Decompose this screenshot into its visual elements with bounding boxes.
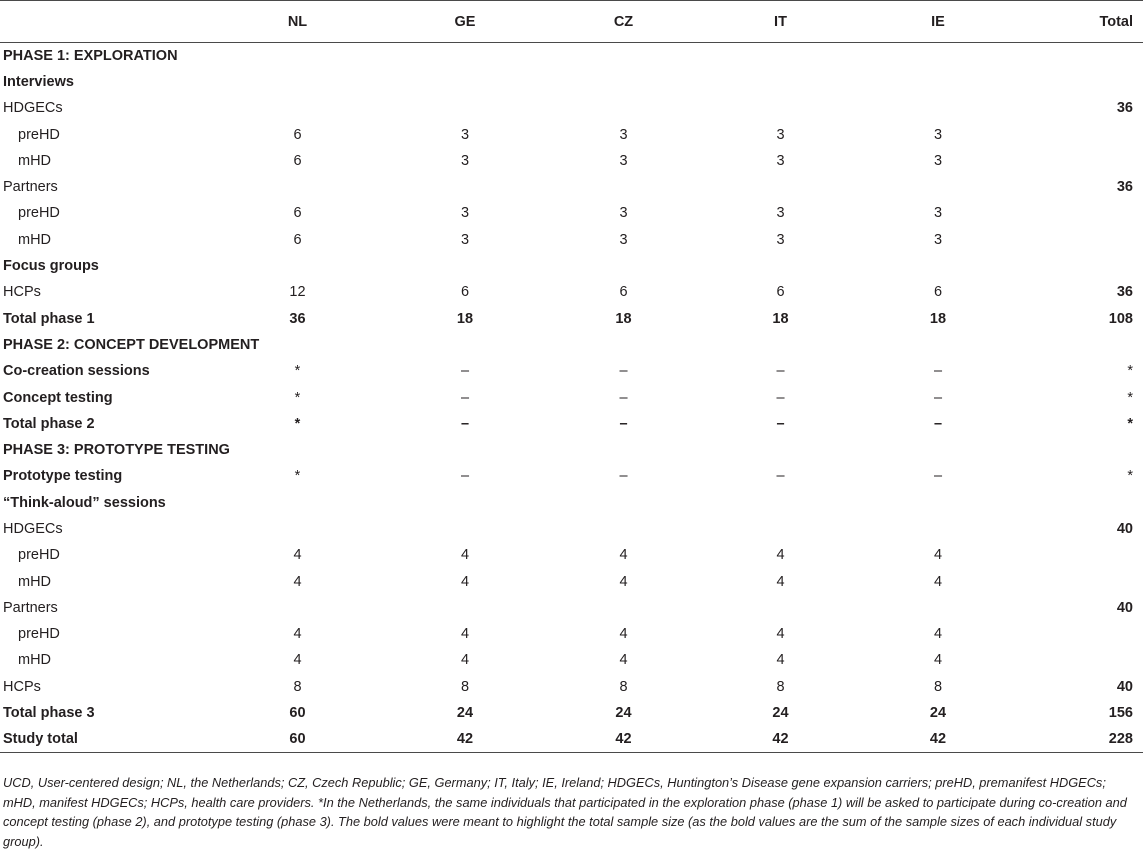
cell-ie [859,595,1017,621]
cell-ie: 4 [933,652,943,669]
cell-total: * [1127,363,1133,380]
cell-cz: – [619,389,628,406]
cell-ie [859,437,1017,463]
cell-it: 24 [772,705,789,722]
table-row [0,305,1143,331]
cell-total [1017,568,1143,594]
cell-cz: 4 [619,626,628,643]
cell-cz [545,595,702,621]
row-label: Co-creation sessions [3,363,150,380]
cell-cz: – [619,415,628,432]
cell-it: 4 [776,652,785,669]
table-row [0,95,1143,121]
cell-it: 6 [776,284,785,301]
cell-it [702,516,859,542]
row-label: preHD [18,126,60,143]
cell-cz: 4 [619,652,628,669]
cell-nl [210,490,385,516]
row-label: mHD [18,152,52,169]
cell-ge [385,437,545,463]
cell-nl: 6 [293,205,302,222]
cell-ge: 24 [456,705,474,722]
row-label: Concept testing [3,389,113,406]
cell-nl: * [294,468,301,485]
cell-nl [210,95,385,121]
row-label: mHD [18,652,52,669]
cell-total [1017,490,1143,516]
row-label: “Think-aloud” sessions [3,494,166,511]
cell-cz [545,437,702,463]
cell-ge [385,43,545,69]
table-row [0,332,1143,358]
cell-ie: – [933,415,943,432]
cell-ie: 3 [933,231,943,248]
table-row [0,279,1143,305]
header-ge: GE [385,1,545,43]
cell-nl: 8 [293,678,302,695]
cell-cz: 3 [619,231,628,248]
cell-it: – [776,415,785,432]
header-nl: NL [210,1,385,43]
cell-ge: 3 [460,205,470,222]
cell-ge: 4 [460,547,470,564]
cell-total [1017,437,1143,463]
table-row [0,542,1143,568]
cell-cz: 24 [615,705,632,722]
cell-ge [385,69,545,95]
cell-cz [545,490,702,516]
cell-ge: 6 [460,284,470,301]
row-label: PHASE 3: PROTOTYPE TESTING [3,442,230,459]
cell-it: 3 [776,231,785,248]
cell-it: 18 [772,310,789,327]
table-row [0,647,1143,673]
cell-nl: 4 [293,547,302,564]
row-label: PHASE 1: EXPLORATION [3,47,178,64]
cell-cz [545,95,702,121]
row-label: mHD [18,573,52,590]
cell-nl: 60 [289,705,306,722]
cell-total: * [1127,389,1133,406]
cell-cz: 42 [545,726,702,752]
cell-it: 3 [776,126,785,143]
cell-total: 40 [1116,520,1133,537]
cell-it [702,174,859,200]
cell-ge: 4 [460,626,470,643]
cell-it [702,595,859,621]
cell-total [1017,253,1143,279]
cell-cz: 6 [619,284,628,301]
cell-ie: 3 [933,152,943,169]
cell-it: – [776,468,785,485]
cell-it: 4 [776,573,785,590]
cell-total: 40 [1116,678,1133,695]
cell-cz: 4 [619,573,628,590]
table-row [0,726,1143,752]
table-row [0,384,1143,410]
cell-total: * [1127,415,1133,432]
table-row [0,227,1143,253]
cell-nl: 6 [293,231,302,248]
table-header [0,1,1143,43]
cell-ie: 18 [929,310,947,327]
cell-ie [859,332,1017,358]
cell-nl: 12 [289,284,306,301]
cell-ge: 3 [460,231,470,248]
cell-total: 156 [1108,705,1133,722]
cell-cz [545,516,702,542]
table-row [0,490,1143,516]
header-ie: IE [859,1,1017,43]
table-row [0,411,1143,437]
cell-cz [545,332,702,358]
table-row [0,621,1143,647]
header-cz: CZ [545,1,702,43]
cell-it: – [776,389,785,406]
cell-ie: – [933,389,943,406]
table-row [0,700,1143,726]
cell-ie [859,69,1017,95]
cell-nl [210,43,385,69]
cell-it [702,332,859,358]
cell-ge: – [460,415,470,432]
cell-nl: 6 [293,126,302,143]
table-row [0,200,1143,226]
cell-cz: 18 [615,310,632,327]
cell-ge: 42 [385,726,545,752]
cell-total [1017,148,1143,174]
cell-ie [859,516,1017,542]
table-row [0,595,1143,621]
row-label: Study total [0,726,210,752]
table-row [0,437,1143,463]
row-label: HCPs [3,284,41,301]
cell-ie [859,95,1017,121]
cell-ie: 24 [929,705,947,722]
cell-cz: – [619,363,628,380]
row-label: Prototype testing [3,468,123,485]
cell-cz [545,253,702,279]
table-row [0,69,1143,95]
table-row [0,148,1143,174]
cell-it: 4 [776,626,785,643]
row-label: Total phase 3 [3,705,95,722]
cell-nl: 4 [293,573,302,590]
cell-ie: 4 [933,626,943,643]
row-label: preHD [18,547,60,564]
cell-ge [385,490,545,516]
cell-ie: – [933,468,943,485]
cell-cz: 4 [619,547,628,564]
cell-total: * [1127,468,1133,485]
cell-total: 108 [1108,310,1133,327]
cell-total: 36 [1116,100,1133,117]
cell-total: 36 [1116,179,1133,196]
cell-nl: * [294,415,301,432]
cell-ge [385,253,545,279]
cell-ie: 6 [933,284,943,301]
cell-it: – [776,363,785,380]
cell-nl [210,516,385,542]
table-row [0,121,1143,147]
row-label: preHD [18,626,60,643]
cell-total [1017,621,1143,647]
header-total: Total [1017,1,1143,43]
cell-total [1017,647,1143,673]
cell-ie: 3 [933,126,943,143]
cell-nl: * [294,389,301,406]
cell-total [1017,542,1143,568]
cell-total [1017,200,1143,226]
row-label: Total phase 2 [3,415,95,432]
cell-ie: 8 [933,678,943,695]
row-label: preHD [18,205,60,222]
cell-nl: 60 [210,726,385,752]
cell-ge: 4 [460,573,470,590]
cell-total [1017,69,1143,95]
cell-ie: – [933,363,943,380]
table-row [0,253,1143,279]
cell-cz [545,43,702,69]
cell-nl [210,69,385,95]
cell-ge: – [460,468,470,485]
cell-it: 4 [776,547,785,564]
table-body [0,43,1143,753]
cell-ie: 4 [933,573,943,590]
cell-ge [385,595,545,621]
table-footnote: UCD, User-centered design; NL, the Netherlands; CZ, Czech Republic; GE, Germany; IT, Italy; IE, Ireland; HDGECs, Huntington’s Disease gene expansion carriers; preHD, premanifest HDGECs; mHD, manifest HDGECs; HCPs, health care providers. *In the Netherlands, the same individuals that participated in the exploration phase (phase 1) will be asked to participate during co-creation and concept testing (phase 2), and prototype testing (phase 3). The bold values were meant to highlight the total sample size (as the bold values are the sum of the sample sizes of each individual study group). [3,775,1127,849]
cell-nl [210,174,385,200]
cell-ie: 3 [933,205,943,222]
cell-ge [385,516,545,542]
cell-it [702,437,859,463]
cell-ie [859,490,1017,516]
table-row [0,43,1143,69]
cell-nl [210,595,385,621]
row-label: Interviews [3,73,74,90]
cell-total [1017,332,1143,358]
cell-cz: 3 [619,205,628,222]
cell-cz: 3 [619,152,628,169]
cell-nl: * [294,363,301,380]
row-label: Partners [3,599,58,616]
header-it: IT [702,1,859,43]
cell-nl: 6 [293,152,302,169]
cell-ie [859,174,1017,200]
cell-ge: – [460,389,470,406]
cell-it [702,253,859,279]
cell-cz: – [619,468,628,485]
row-label: Total phase 1 [3,310,95,327]
row-label: mHD [18,231,52,248]
cell-ge [385,174,545,200]
cell-total: 36 [1116,284,1133,301]
cell-ge: 18 [456,310,474,327]
table-row [0,568,1143,594]
cell-ge: 8 [460,678,470,695]
header-row [0,1,1143,43]
cell-cz [545,174,702,200]
cell-ge: 3 [460,126,470,143]
table-row [0,516,1143,542]
cell-cz: 8 [619,678,628,695]
cell-ie: 42 [859,726,1017,752]
cell-cz [545,69,702,95]
row-label: HCPs [3,678,41,695]
table-row [0,174,1143,200]
cell-it: 42 [702,726,859,752]
cell-cz: 3 [619,126,628,143]
cell-it [702,490,859,516]
cell-ge [385,332,545,358]
cell-it: 3 [776,152,785,169]
cell-it [702,95,859,121]
header-label-cell [0,1,210,43]
table-row [0,463,1143,489]
cell-ge: 3 [460,152,470,169]
cell-nl: 4 [293,652,302,669]
cell-it: 3 [776,205,785,222]
table-row [0,674,1143,700]
cell-nl: 36 [289,310,306,327]
cell-ge: 4 [460,652,470,669]
cell-total [1017,121,1143,147]
row-label: Partners [3,179,58,196]
cell-ge: – [460,363,470,380]
cell-total [1017,43,1143,69]
row-label: PHASE 2: CONCEPT DEVELOPMENT [3,336,260,353]
cell-ie [859,43,1017,69]
cell-ge [385,95,545,121]
cell-ie: 4 [933,547,943,564]
cell-nl [210,437,385,463]
cell-total: 228 [1017,726,1143,752]
row-label: HDGECs [3,100,63,117]
table-row [0,358,1143,384]
cell-it [702,69,859,95]
row-label: HDGECs [3,520,63,537]
cell-it [702,43,859,69]
cell-it: 8 [776,678,785,695]
cell-total: 40 [1116,599,1133,616]
row-label: Focus groups [3,258,99,275]
cell-nl: 4 [293,626,302,643]
cell-total [1017,227,1143,253]
cell-ie [859,253,1017,279]
cell-nl [210,253,385,279]
